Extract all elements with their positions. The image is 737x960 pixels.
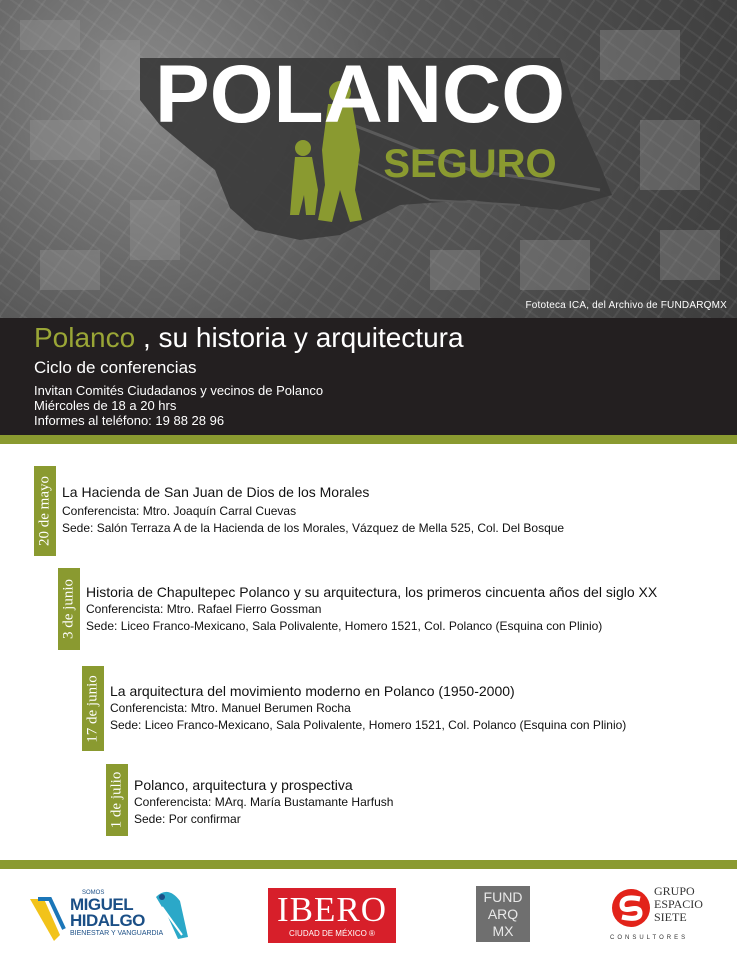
event-speaker: Conferencista: MArq. María Bustamante Harfush bbox=[134, 795, 394, 809]
logo-ibero-sub: CIUDAD DE MÉXICO ® bbox=[289, 929, 375, 938]
schedule-line: Miércoles de 18 a 20 hrs bbox=[34, 398, 177, 413]
photo-credit: Fototeca ICA, del Archivo de FUNDARQMX bbox=[525, 300, 727, 311]
event-date: 1 de julio bbox=[108, 771, 125, 829]
event-date: 20 de mayo bbox=[36, 476, 53, 546]
event-title: Polanco, arquitectura y prospectiva bbox=[134, 777, 353, 793]
date-tab bbox=[106, 764, 128, 836]
event-title: La Hacienda de San Juan de Dios de los Morales bbox=[62, 484, 370, 500]
hero-aerial-photo bbox=[0, 0, 737, 318]
logo-fund-l3: MX bbox=[492, 923, 514, 939]
header-banner bbox=[0, 318, 737, 435]
event-speaker: Conferencista: Mtro. Joaquín Carral Cuevas bbox=[62, 504, 297, 518]
hero-title: POLANCO bbox=[155, 49, 565, 140]
event-title: La arquitectura del movimiento moderno en Polanco (1950-2000) bbox=[110, 683, 515, 699]
event-venue: Sede: Liceo Franco-Mexicano, Sala Polivalente, Homero 1521, Col. Polanco (Esquina con Plinio) bbox=[86, 619, 603, 633]
event-speaker: Conferencista: Mtro. Rafael Fierro Gossman bbox=[86, 602, 322, 616]
title-polanco: Polanco bbox=[34, 322, 136, 353]
event-date: 17 de junio bbox=[84, 674, 101, 743]
event-date: 3 de junio bbox=[60, 579, 77, 639]
phone-line: Informes al teléfono: 19 88 28 96 bbox=[34, 413, 225, 428]
event-title: Historia de Chapultepec Polanco y su arquitectura, los primeros cincuenta años del siglo XX bbox=[86, 584, 658, 600]
event-speaker: Conferencista: Mtro. Manuel Berumen Rocha bbox=[110, 701, 351, 715]
date-tab bbox=[34, 466, 56, 556]
logo-fund-l2: ARQ bbox=[487, 906, 519, 922]
sponsor-logos bbox=[0, 869, 737, 960]
logo-grupo-espacio-siete bbox=[610, 885, 720, 945]
event-item bbox=[58, 568, 737, 650]
logo-mh-tagline: BIENESTAR Y VANGUARDIA bbox=[70, 930, 164, 937]
logo-grupo-l2: ESPACIO bbox=[654, 897, 703, 911]
logo-grupo-l3: SIETE bbox=[654, 910, 687, 924]
logo-mh-line1: MIGUEL bbox=[70, 895, 134, 914]
date-tab bbox=[58, 568, 80, 650]
series-subtitle: Ciclo de conferencias bbox=[34, 358, 197, 377]
logo-ibero bbox=[268, 888, 396, 943]
divider-bottom bbox=[0, 860, 737, 869]
logo-miguel-hidalgo bbox=[30, 885, 195, 945]
divider-top bbox=[0, 435, 737, 444]
logo-ibero-main: IBERO bbox=[277, 890, 387, 929]
title-rest: , su historia y arquitectura bbox=[135, 322, 464, 353]
event-venue: Sede: Salón Terraza A de la Hacienda de los Morales, Vázquez de Mella 525, Col. Del Bosque bbox=[62, 521, 565, 535]
logo-grupo-l4: CONSULTORES bbox=[610, 935, 689, 941]
logo-fund-l1: FUND bbox=[483, 889, 523, 905]
logo-mh-line2: HIDALGO bbox=[70, 911, 145, 930]
polanco-seguro-logo bbox=[0, 0, 737, 318]
date-tab bbox=[82, 666, 104, 751]
logo-grupo-l1: GRUPO bbox=[654, 884, 695, 898]
grupo-espacio-siete-emblem-icon bbox=[610, 887, 652, 929]
logo-mh-small: SOMOS bbox=[82, 890, 105, 896]
event-series-title bbox=[34, 322, 464, 354]
event-venue: Sede: Liceo Franco-Mexicano, Sala Polivalente, Homero 1521, Col. Polanco (Esquina con Plinio) bbox=[110, 718, 627, 732]
logo-fundarqmx bbox=[476, 886, 530, 942]
event-item bbox=[34, 466, 714, 556]
event-item bbox=[106, 764, 726, 836]
event-item bbox=[82, 666, 737, 751]
event-venue: Sede: Por confirmar bbox=[134, 812, 241, 826]
hero-subtitle: SEGURO bbox=[383, 142, 557, 186]
invitation-line: Invitan Comités Ciudadanos y vecinos de Polanco bbox=[34, 383, 324, 398]
